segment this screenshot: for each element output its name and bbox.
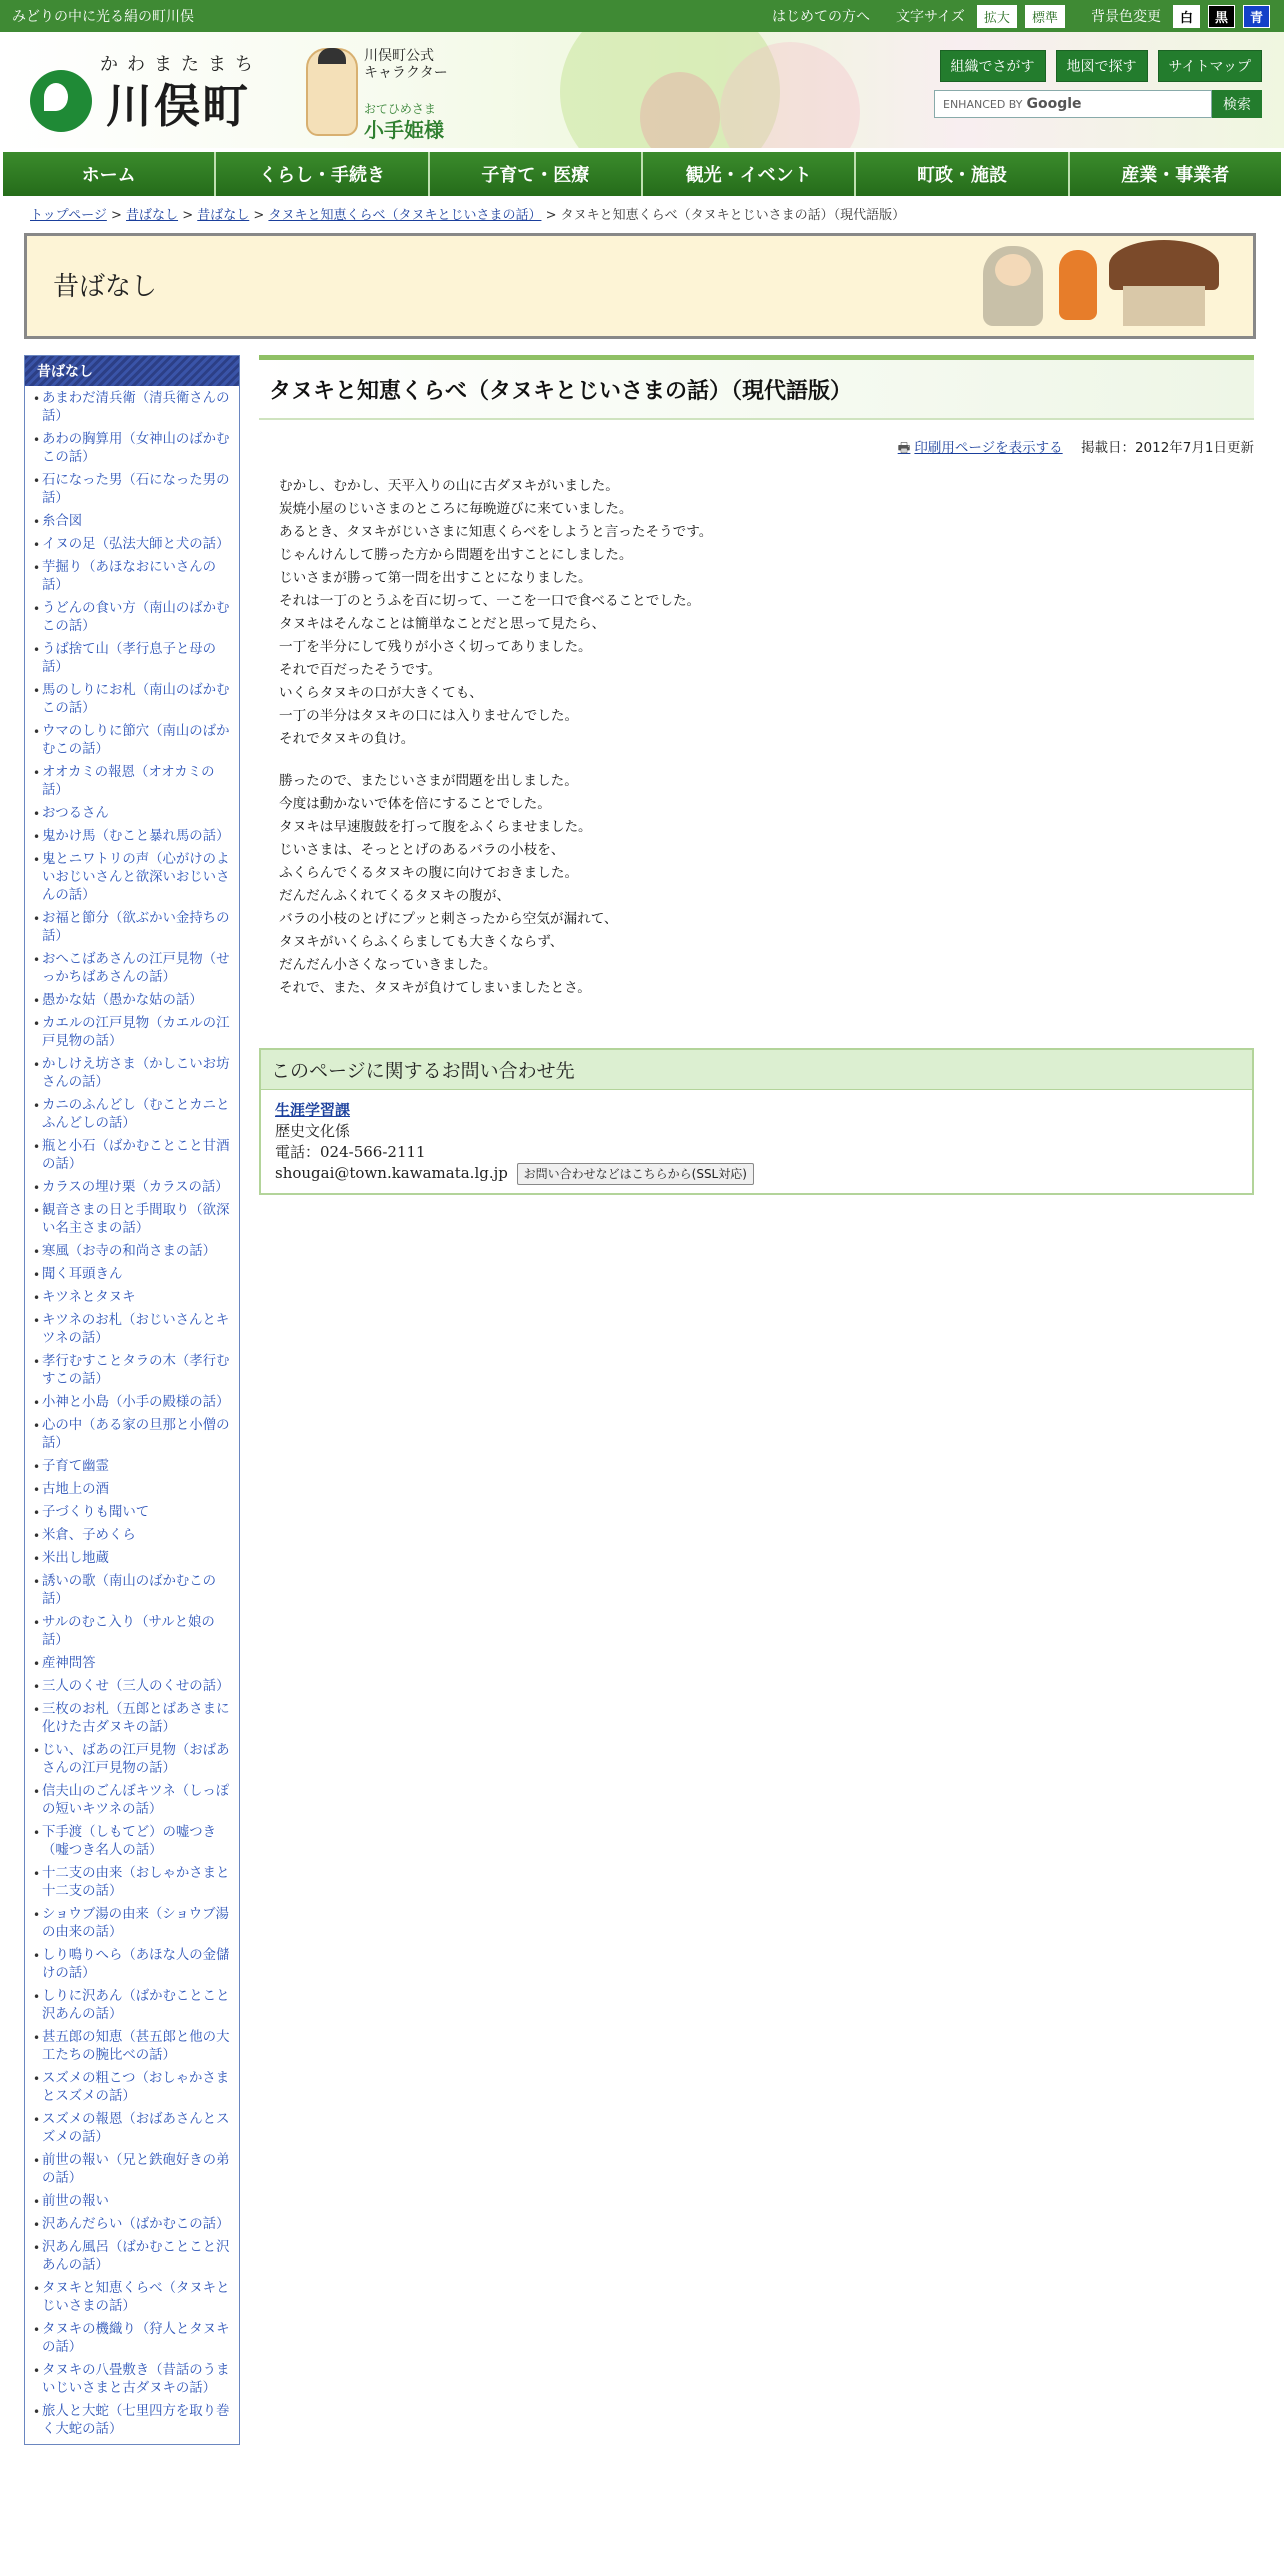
sidebar-item[interactable]: • 三枚のお札（五郎とばあさまに化けた古ダヌキの話） [33, 1701, 231, 1737]
nav-industry-business[interactable]: 産業・事業者 [1068, 152, 1281, 196]
bg-blue-button[interactable]: 青 [1243, 5, 1270, 28]
article-body [259, 475, 1254, 1000]
search-input[interactable] [934, 90, 1212, 118]
logo-kana: かわまたまち [100, 54, 262, 75]
sidebar-item[interactable]: • しり鳴りへら（あほな人の金儲けの話） [33, 1947, 231, 1983]
site-logo[interactable] [30, 50, 270, 148]
sidebar-item[interactable]: • じい、ばあの江戸見物（おばあさんの江戸見物の話） [33, 1742, 231, 1778]
sitemap-button[interactable]: サイトマップ [1158, 50, 1262, 82]
top-strip [0, 0, 1284, 32]
sidebar-item[interactable]: • うどんの食い方（南山のばかむこの話） [33, 600, 231, 636]
sidebar-item[interactable]: • 産神問答 [33, 1655, 231, 1673]
article-line: タヌキはそんなことは簡単なことだと思って見たら、 [279, 616, 606, 632]
article-line: だんだん小さくなっていきました。 [279, 957, 497, 973]
sidebar-item[interactable]: • 甚五郎の知恵（甚五郎と他の大工たちの腕比べの話） [33, 2029, 231, 2065]
article-paragraph [279, 770, 1254, 1000]
global-navigation [3, 152, 1281, 196]
sidebar-item[interactable]: • キツネのお札（おじいさんとキツネの話） [33, 1312, 231, 1348]
fox-illustration [1059, 250, 1097, 320]
sidebar-item[interactable]: • 米倉、子めくら [33, 1527, 231, 1545]
article-line: あるとき、タヌキがじいさまに知恵くらべをしようと言ったそうです。 [279, 524, 713, 540]
accessibility-tools [772, 0, 1270, 32]
logo-kanji: 川俣町 [106, 79, 250, 133]
sidebar-item[interactable]: • カニのふんどし（むことカニとふんどしの話） [33, 1097, 231, 1133]
grandmother-illustration [983, 246, 1043, 326]
house-roof [1109, 240, 1219, 290]
nav-home[interactable]: ホーム [3, 152, 214, 196]
mascot-name-kana: おてひめさま [364, 102, 436, 116]
breadcrumb-separator: > [545, 208, 557, 223]
text-size-label: 文字サイズ [896, 9, 965, 25]
sidebar-item[interactable]: • タヌキと知恵くらべ（タヌキとじいさまの話） [33, 2280, 231, 2316]
contact-email: shougai@town.kawamata.lg.jp [275, 1164, 508, 1182]
sidebar-item[interactable]: • あまわだ清兵衛（清兵衛さんの話） [33, 390, 231, 426]
sidebar-item[interactable]: • 石になった男（石になった男の話） [33, 472, 231, 508]
article-line: タヌキは早速腹鼓を打って腹をふくらませました。 [279, 819, 592, 835]
header-nav-buttons [940, 50, 1262, 82]
beginner-link[interactable]: はじめての方へ [772, 9, 871, 25]
contact-department-link[interactable]: 生涯学習課 [275, 1101, 351, 1119]
sidebar-list [25, 386, 239, 2439]
article [259, 355, 1254, 1195]
published-date: 掲載日：2012年7月1日更新 [1080, 440, 1254, 456]
sidebar-item[interactable]: • 旅人と大蛇（七里四方を取り巻く大蛇の話） [33, 2403, 231, 2439]
article-line: それでタヌキの負け。 [279, 731, 415, 747]
sidebar-item[interactable]: • 心の中（ある家の旦那と小僧の話） [33, 1417, 231, 1453]
sidebar-item[interactable]: • 観音さまの日と手間取り（欲深い名主さまの話） [33, 1202, 231, 1238]
sidebar-item[interactable]: • 寒風（お寺の和尚さまの話） [33, 1243, 231, 1261]
contact-body [261, 1090, 1252, 1193]
search-branding-google: Google [1026, 96, 1082, 112]
sidebar-item[interactable]: • 鬼かけ馬（むこと暴れ馬の話） [33, 828, 231, 846]
article-line: それは一丁のとうふを百に切って、一こを一口で食べることでした。 [279, 593, 701, 609]
sidebar-item[interactable]: • ウマのしりに節穴（南山のばかむこの話） [33, 723, 231, 759]
breadcrumb-separator: > [110, 208, 122, 223]
search-button[interactable]: 検索 [1212, 90, 1262, 118]
breadcrumb-separator: > [253, 208, 265, 223]
nav-government-facilities[interactable]: 町政・施設 [854, 152, 1067, 196]
article-line: 一丁を半分にして残りが小さく切ってありました。 [279, 639, 592, 655]
sidebar [24, 355, 240, 2445]
sidebar-item[interactable]: • 鬼とニワトリの声（心がけのよいおじいさんと欲深いおじいさんの話） [33, 851, 231, 905]
sidebar-item[interactable]: • 前世の報い（兄と鉄砲好きの弟の話） [33, 2152, 231, 2188]
sidebar-item[interactable]: • うば捨て山（孝行息子と母の話） [33, 641, 231, 677]
sidebar-item[interactable]: • 下手渡（しもてど）の嘘つき（嘘つき名人の話） [33, 1824, 231, 1860]
article-line: 一丁の半分はタヌキの口には入りませんでした。 [279, 708, 579, 724]
sidebar-item[interactable]: • 沢あんだらい（ばかむこの話） [33, 2216, 231, 2234]
article-line: じいさまが勝って第一問を出すことになりました。 [279, 570, 592, 586]
sidebar-item[interactable]: • かしけえ坊さま（かしこいお坊さんの話） [33, 1056, 231, 1092]
sidebar-item[interactable]: • 沢あん風呂（ばかむことこと沢あんの話） [33, 2239, 231, 2275]
sidebar-item[interactable]: • サルのむこ入り（サルと娘の話） [33, 1614, 231, 1650]
site-search [934, 90, 1262, 118]
sidebar-item[interactable]: • 三人のくせ（三人のくせの話） [33, 1678, 231, 1696]
article-meta [259, 436, 1254, 461]
category-banner [24, 233, 1256, 339]
sidebar-item[interactable]: • おへこばあさんの江戸見物（せっかちばあさんの話） [33, 951, 231, 987]
contact-box [259, 1048, 1254, 1195]
article-line: だんだんふくれてくるタヌキの腹が、 [279, 888, 511, 904]
article-line: じいさまは、そっととげのあるバラの小枝を、 [279, 842, 565, 858]
breadcrumb-separator: > [182, 208, 194, 223]
breadcrumb-link-top[interactable]: トップページ [30, 208, 107, 223]
sidebar-item[interactable]: • しりに沢あん（ばかむことこと沢あんの話） [33, 1988, 231, 2024]
print-page-link[interactable]: 🖶 印刷用ページを表示する [898, 440, 1063, 456]
sidebar-item[interactable]: • 十二支の由来（おしゃかさまと十二支の話） [33, 1865, 231, 1901]
sidebar-item[interactable]: • 小神と小島（小手の殿様の話） [33, 1394, 231, 1412]
sidebar-item[interactable]: • タヌキの八畳敷き（昔話のうまいじいさまと古ダヌキの話） [33, 2362, 231, 2398]
sidebar-item[interactable]: • キツネとタヌキ [33, 1289, 231, 1307]
sidebar-item[interactable]: • あわの胸算用（女神山のばかむこの話） [33, 431, 231, 467]
mascot-name: 小手姫様 [364, 118, 444, 142]
sidebar-item[interactable]: • 馬のしりにお札（南山のばかむこの話） [33, 682, 231, 718]
text-size-standard-button[interactable]: 標準 [1025, 5, 1065, 28]
article-line: じゃんけんして勝った方から問題を出すことにしました。 [279, 547, 633, 563]
nav-living[interactable]: くらし・手続き [214, 152, 427, 196]
nav-childcare-medical[interactable]: 子育て・医療 [428, 152, 641, 196]
banner-illustration [983, 240, 1233, 330]
sidebar-item[interactable]: • お福と節分（欲ぶかい金持ちの話） [33, 910, 231, 946]
article-title: タヌキと知恵くらべ（タヌキとじいさまの話）（現代語版） [269, 379, 853, 404]
sidebar-item[interactable]: • 米出し地蔵 [33, 1550, 231, 1568]
bg-black-button[interactable]: 黒 [1208, 5, 1235, 28]
sidebar-item[interactable]: • 芋掘り（あほなおにいさんの話） [33, 559, 231, 595]
contact-heading: このページに関するお問い合わせ先 [261, 1050, 1252, 1090]
sidebar-item[interactable]: • 誘いの歌（南山のばかむこの話） [33, 1573, 231, 1609]
breadcrumb-link-mukashibanashi[interactable]: 昔ばなし [126, 208, 179, 223]
sidebar-item[interactable]: • 子づくりも聞いて [33, 1504, 231, 1522]
mascot-caption-line2: キャラクター [364, 65, 448, 81]
sidebar-item[interactable]: • 糸合図 [33, 513, 231, 531]
thatched-house-illustration [1109, 240, 1219, 328]
article-line: バラの小枝のとげにプッと刺さったから空気が漏れて、 [279, 911, 618, 927]
breadcrumb-current: タヌキと知恵くらべ（タヌキとじいさまの話）（現代語版） [560, 208, 906, 223]
article-line: いくらタヌキの口が大きくても、 [279, 685, 483, 701]
sidebar-item[interactable]: • ショウブ湯の由来（ショウブ湯の由来の話） [33, 1906, 231, 1942]
breadcrumb [30, 204, 1284, 223]
site-header [0, 32, 1284, 148]
mascot-banner[interactable] [306, 42, 466, 142]
sidebar-item[interactable]: • スズメの報恩（おばあさんとスズメの話） [33, 2111, 231, 2147]
sidebar-item[interactable]: • 愚かな姑（愚かな姑の話） [33, 992, 231, 1010]
article-line: それで百だったそうです。 [279, 662, 442, 678]
house-wall [1123, 286, 1205, 326]
background-color-label: 背景色変更 [1090, 9, 1161, 25]
sidebar-item[interactable]: • 古地上の酒 [33, 1481, 231, 1499]
search-by-map-button[interactable]: 地図で探す [1056, 50, 1148, 82]
sidebar-item[interactable]: • イヌの足（弘法大師と犬の話） [33, 536, 231, 554]
article-line: 炭焼小屋のじいさまのところに毎晩遊びに来ていました。 [279, 501, 633, 517]
site-tagline: みどりの中に光る絹の町川俣 [12, 9, 194, 25]
contact-section: 歴史文化係 [275, 1122, 351, 1140]
bg-white-button[interactable]: 白 [1173, 5, 1200, 28]
contact-phone: 電話：024-566-2111 [275, 1143, 426, 1161]
mascot-caption-line1: 川俣町公式 [364, 48, 434, 64]
breadcrumb-link-story[interactable]: タヌキと知恵くらべ（タヌキとじいさまの話） [268, 208, 542, 223]
breadcrumb-link-mukashibanashi-2[interactable]: 昔ばなし [197, 208, 250, 223]
text-size-enlarge-button[interactable]: 拡大 [977, 5, 1017, 28]
article-line: ふくらんでくるタヌキの腹に向けておきました。 [279, 865, 579, 881]
sidebar-item[interactable]: • スズメの粗こつ（おしゃかさまとスズメの話） [33, 2070, 231, 2106]
article-line: むかし、むかし、天平入りの山に古ダヌキがいました。 [279, 478, 619, 494]
sidebar-item[interactable]: • 子育て幽霊 [33, 1458, 231, 1476]
sidebar-item[interactable]: • タヌキの機織り（狩人とタヌキの話） [33, 2321, 231, 2357]
article-title-bar [259, 355, 1254, 420]
category-title: 昔ばなし [53, 272, 158, 302]
mascot-caption [364, 48, 448, 82]
sidebar-item[interactable]: • カエルの江戸見物（カエルの江戸見物の話） [33, 1015, 231, 1051]
sidebar-item[interactable]: • カラスの埋け栗（カラスの話） [33, 1179, 231, 1197]
mascot-figure [306, 48, 358, 136]
sidebar-item[interactable]: • 前世の報い [33, 2193, 231, 2211]
article-line: 勝ったので、またじいさまが問題を出しました。 [279, 773, 578, 789]
sidebar-item[interactable]: • 孝行むすことタラの木（孝行むすこの話） [33, 1353, 231, 1389]
sidebar-heading: 昔ばなし [25, 356, 239, 386]
sidebar-item[interactable]: • 信夫山のごんぼキツネ（しっぽの短いキツネの話） [33, 1783, 231, 1819]
article-line: それで、また、タヌキが負けてしまいましたとさ。 [279, 980, 591, 996]
town-emblem-icon [30, 70, 92, 132]
sidebar-item[interactable]: • オオカミの報恩（オオカミの話） [33, 764, 231, 800]
sidebar-item[interactable]: • 瓶と小石（ばかむことこと甘酒の話） [33, 1138, 231, 1174]
article-paragraph [279, 475, 1254, 751]
sidebar-item[interactable]: • 聞く耳頭きん [33, 1266, 231, 1284]
nav-tourism-events[interactable]: 観光・イベント [641, 152, 854, 196]
search-branding-prefix: ENHANCED BY [943, 97, 1023, 111]
sidebar-item[interactable]: • おつるさん [33, 805, 231, 823]
article-line: タヌキがいくらふくらましても大きくならず、 [279, 934, 564, 950]
article-line: 今度は動かないで体を倍にすることでした。 [279, 796, 551, 812]
inquiry-form-button[interactable]: お問い合わせなどはこちらから(SSL対応) [517, 1163, 754, 1185]
search-by-organization-button[interactable]: 組織でさがす [940, 50, 1046, 82]
